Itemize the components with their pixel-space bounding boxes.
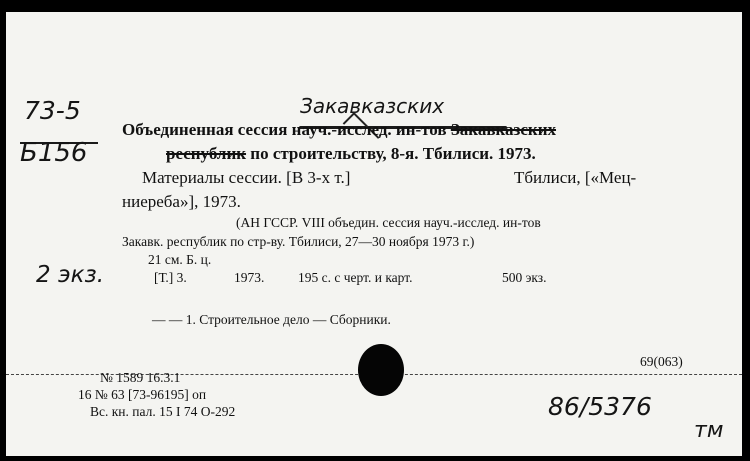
note-line2: Закавк. республик по стр-ву. Тбилиси, 27—30 ноября 1973 г.) xyxy=(122,234,475,249)
handwritten-copies: 2 экз. xyxy=(36,262,105,288)
footer-line1: № 1589 16.3.1 xyxy=(100,370,181,385)
shelfmark-top: 73-5 xyxy=(24,96,81,125)
footer-line2: 16 № 63 [73-96195] оп xyxy=(78,387,207,402)
heading-line1 xyxy=(122,120,556,140)
heading-line2 xyxy=(166,144,536,164)
handwritten-insertion: Закавказских xyxy=(300,94,445,118)
title-line1: Материалы сессии. [В 3-х т.] xyxy=(142,168,351,187)
punch-hole xyxy=(358,344,404,396)
size-line: 21 см. Б. ц. xyxy=(148,252,212,267)
volume-year: 1973. xyxy=(234,270,265,285)
pages: 195 с. с черт. и карт. xyxy=(298,270,413,285)
heading-prefix: Объединенная сессия науч.-исслед. ин-тов xyxy=(122,120,447,139)
catalog-card xyxy=(6,12,742,456)
handwritten-number: 86/5376 xyxy=(548,392,652,421)
footer-line3: Вс. кн. пал. 15 I 74 О-292 xyxy=(90,404,236,419)
heading-struck-word: Закавказских xyxy=(450,120,557,139)
handwritten-initials: тм xyxy=(694,418,724,443)
volume: [Т.] 3. xyxy=(154,270,187,285)
classification: 69(063) xyxy=(640,354,683,369)
heading-rest: по строительству, 8-я. Тбилиси. 1973. xyxy=(250,144,536,163)
note-line1: (АН ГССР. VIII объедин. сессия науч.-исслед. ин-тов xyxy=(236,215,541,230)
title-line2: ниереба»], 1973. xyxy=(122,192,241,211)
copies: 500 экз. xyxy=(502,270,547,285)
place-publisher: Тбилиси, [«Мец- xyxy=(514,168,637,187)
shelfmark-bottom: Б156 xyxy=(20,138,88,168)
heading-struck-word-2: республик xyxy=(166,144,247,163)
subject-heading: — — 1. Строительное дело — Сборники. xyxy=(152,312,391,327)
